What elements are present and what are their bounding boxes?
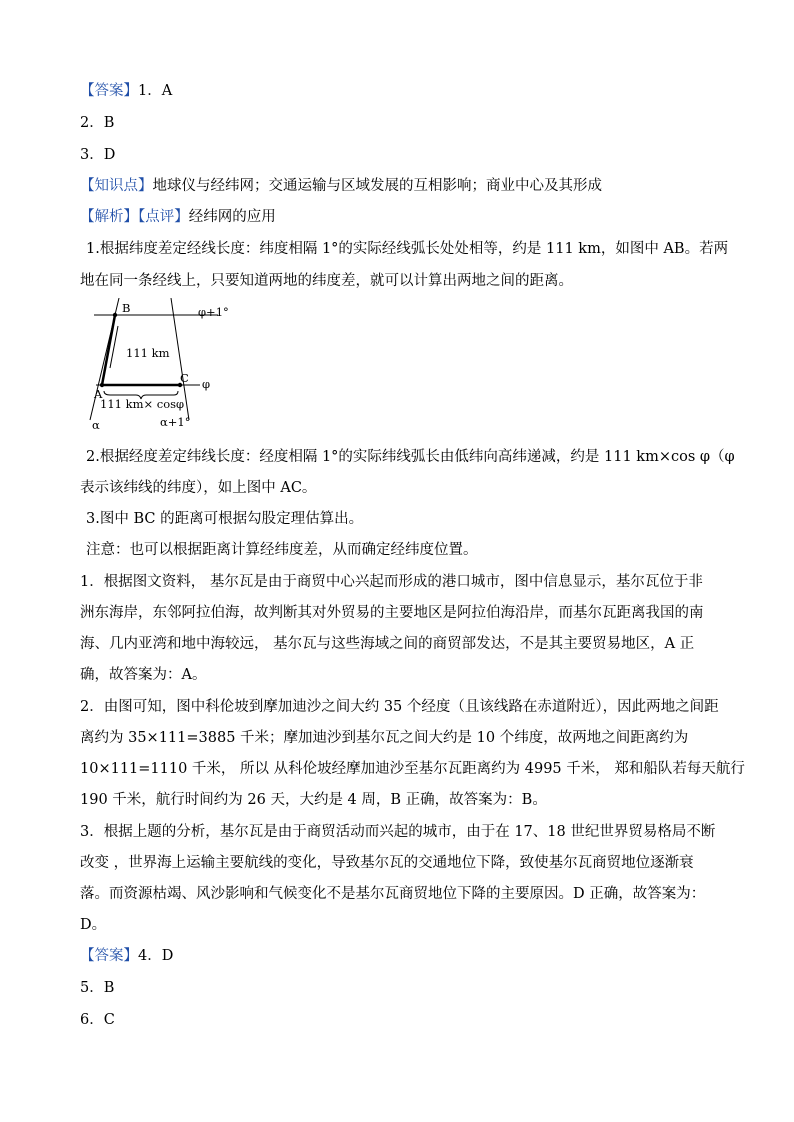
- knowledge-text: 地球仪与经纬网；交通运输与区域发展的互相影响；商业中心及其形成: [152, 178, 602, 194]
- answer-tag: 【答案】: [80, 83, 138, 99]
- label-phi1: φ+1°: [198, 305, 229, 319]
- label-alpha1: α+1°: [160, 415, 191, 429]
- q2-line-4: 190 千米，航行时间约为 26 天，大约是 4 周，B 正确，故答案为：B。: [80, 792, 547, 808]
- q3-line-3: 落。而资源枯竭、风沙影响和气候变化不是基尔瓦商贸地位下降的主要原因。D 正确，故答案为：: [80, 886, 706, 902]
- label-alpha: α: [92, 418, 100, 432]
- answer-line-2: 2．B: [80, 115, 115, 131]
- answer-text: 4．D: [138, 948, 174, 964]
- analysis-tag: 【解析】: [80, 209, 138, 225]
- q2-line-1: 2．由图可知，图中科伦坡到摩加迪沙之间大约 35 个经度（且该线路在赤道附近），因此两地之间距: [80, 699, 719, 715]
- answer-line-1: [80, 82, 720, 100]
- label-c: C: [180, 371, 189, 385]
- label-ab-length: 111 km: [126, 346, 170, 360]
- q1-line-1: 1．根据图文资料， 基尔瓦是由于商贸中心兴起而形成的港口城市，图中信息显示，基尔瓦位于非: [80, 574, 703, 590]
- answer-tag: 【答案】: [80, 948, 138, 964]
- knowledge-tag: 【知识点】: [80, 178, 153, 194]
- label-a: A: [94, 387, 103, 401]
- knowledge-point: [80, 177, 720, 195]
- q1-line-4: 确，故答案为：A。: [80, 667, 207, 683]
- answer-line-3: 3．D: [80, 147, 116, 163]
- note-paragraph-3: 3.图中 BC 的距离可根据勾股定理估算出。: [86, 511, 364, 527]
- answer-line-5: 5．B: [80, 980, 115, 996]
- q2-line-2: 离约为 35×111=3885 千米；摩加迪沙到基尔瓦之间大约是 10 个纬度，故两地之间距离约为: [80, 730, 689, 746]
- analysis-text: 经纬网的应用: [188, 209, 276, 225]
- label-phi: φ: [202, 377, 211, 391]
- note-paragraph-2b: 表示该纬线的纬度），如上图中 AC。: [80, 480, 317, 496]
- note-paragraph-1a: 1.根据纬度差定经线长度：纬度相隔 1°的实际经线弧长处处相等，约是 111 km，如图中 AB。若两: [86, 241, 729, 257]
- q3-line-4: D。: [80, 917, 107, 933]
- answer-text: 1．A: [138, 83, 173, 99]
- q1-line-3: 海、几内亚湾和地中海较远， 基尔瓦与这些海域之间的商贸部发达，不是其主要贸易地区，A 正: [80, 636, 695, 652]
- answer-line-4: [80, 947, 720, 965]
- q1-line-2: 洲东海岸，东邻阿拉伯海，故判断其对外贸易的主要地区是阿拉伯海沿岸，而基尔瓦距离我国的南: [80, 605, 704, 621]
- analysis-heading: [80, 208, 720, 226]
- note-paragraph-4: 注意：也可以根据距离计算经纬度差，从而确定经纬度位置。: [86, 542, 478, 558]
- label-b: B: [122, 301, 131, 315]
- point-b: [113, 313, 117, 317]
- comment-tag: 【点评】: [138, 209, 189, 225]
- q3-line-2: 改变 ，世界海上运输主要航线的变化，导致基尔瓦的交通地位下降，致使基尔瓦商贸地位逐渐衰: [80, 855, 694, 871]
- answer-line-6: 6．C: [80, 1012, 115, 1028]
- note-paragraph-1b: 地在同一条经线上，只要知道两地的纬度差，就可以计算出两地之间的距离。: [80, 273, 573, 289]
- q2-line-3: 10×111=1110 千米， 所以 从科伦坡经摩加迪沙至基尔瓦距离约为 4995 千米， 郑和船队若每天航行: [80, 761, 745, 777]
- q3-line-1: 3．根据上题的分析，基尔瓦是由于商贸活动而兴起的城市，由于在 17、18 世纪世界贸易格局不断: [80, 824, 716, 840]
- label-ac-length: 111 km× cosφ: [100, 397, 185, 411]
- graticule-diagram: [88, 298, 248, 433]
- note-paragraph-2a: 2.根据经度差定纬线长度：经度相隔 1°的实际纬线弧长由低纬向高纬递减，约是 111 km×cos φ（φ: [86, 449, 735, 465]
